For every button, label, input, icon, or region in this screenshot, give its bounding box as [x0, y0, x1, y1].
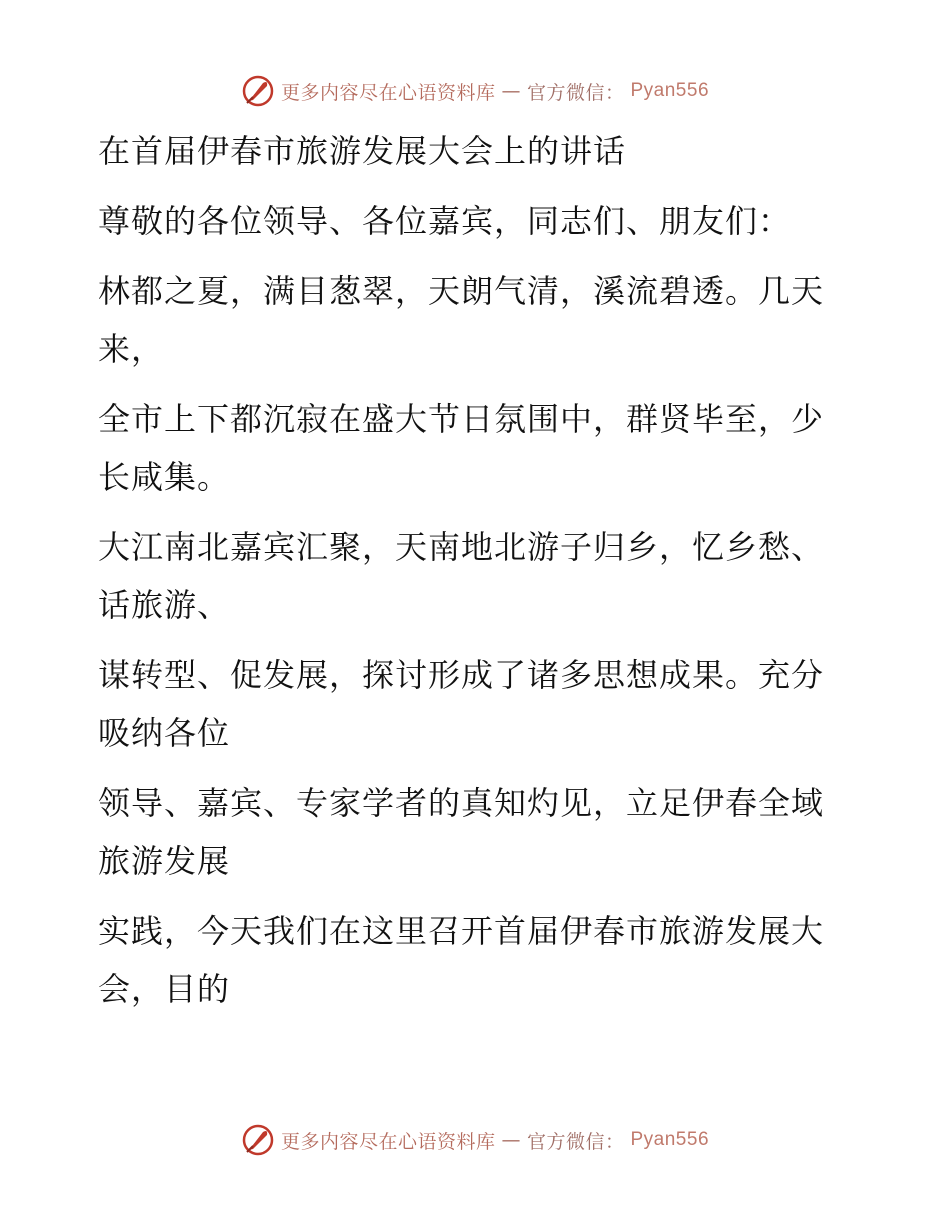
- paragraph-6: 实践，今天我们在这里召开首届伊春市旅游发展大会，目的: [98, 912, 825, 1008]
- watermark-wechat-id: Pyan556: [630, 80, 710, 101]
- watermark-label: 官方微信：: [526, 1130, 625, 1153]
- paragraph-2: 全市上下都沉寂在盛大节日氛围中，群贤毕至，少长咸集。: [98, 400, 825, 496]
- paragraph-1: 林都之夏，满目葱翠，天朗气清，溪流碧透。几天来，: [98, 272, 825, 368]
- document-salutation: 尊敬的各位领导、各位嘉宾，同志们、朋友们：: [98, 202, 792, 240]
- watermark-brand: 更多内容尽在心语资料库: [280, 1130, 496, 1153]
- paragraph-4: 谋转型、促发展，探讨形成了诸多思想成果。充分吸纳各位: [98, 656, 825, 752]
- watermark-label: 官方微信：: [526, 81, 625, 104]
- watermark-wechat-id: Pyan556: [630, 1129, 710, 1150]
- watermark-dash: —: [501, 1129, 521, 1151]
- document-title: 在首届伊春市旅游发展大会上的讲话: [98, 132, 627, 170]
- feather-logo-icon: [241, 1123, 275, 1157]
- watermark-brand: 更多内容尽在心语资料库: [280, 81, 496, 104]
- paragraph-5: 领导、嘉宾、专家学者的真知灼见，立足伊春全域旅游发展: [98, 784, 825, 880]
- footer-watermark: [0, 1120, 950, 1160]
- feather-logo-icon: [241, 74, 275, 108]
- document-body: [98, 122, 838, 1030]
- paragraph-3: 大江南北嘉宾汇聚，天南地北游子归乡，忆乡愁、话旅游、: [98, 528, 825, 624]
- header-watermark: [0, 71, 950, 111]
- watermark-dash: —: [501, 80, 521, 102]
